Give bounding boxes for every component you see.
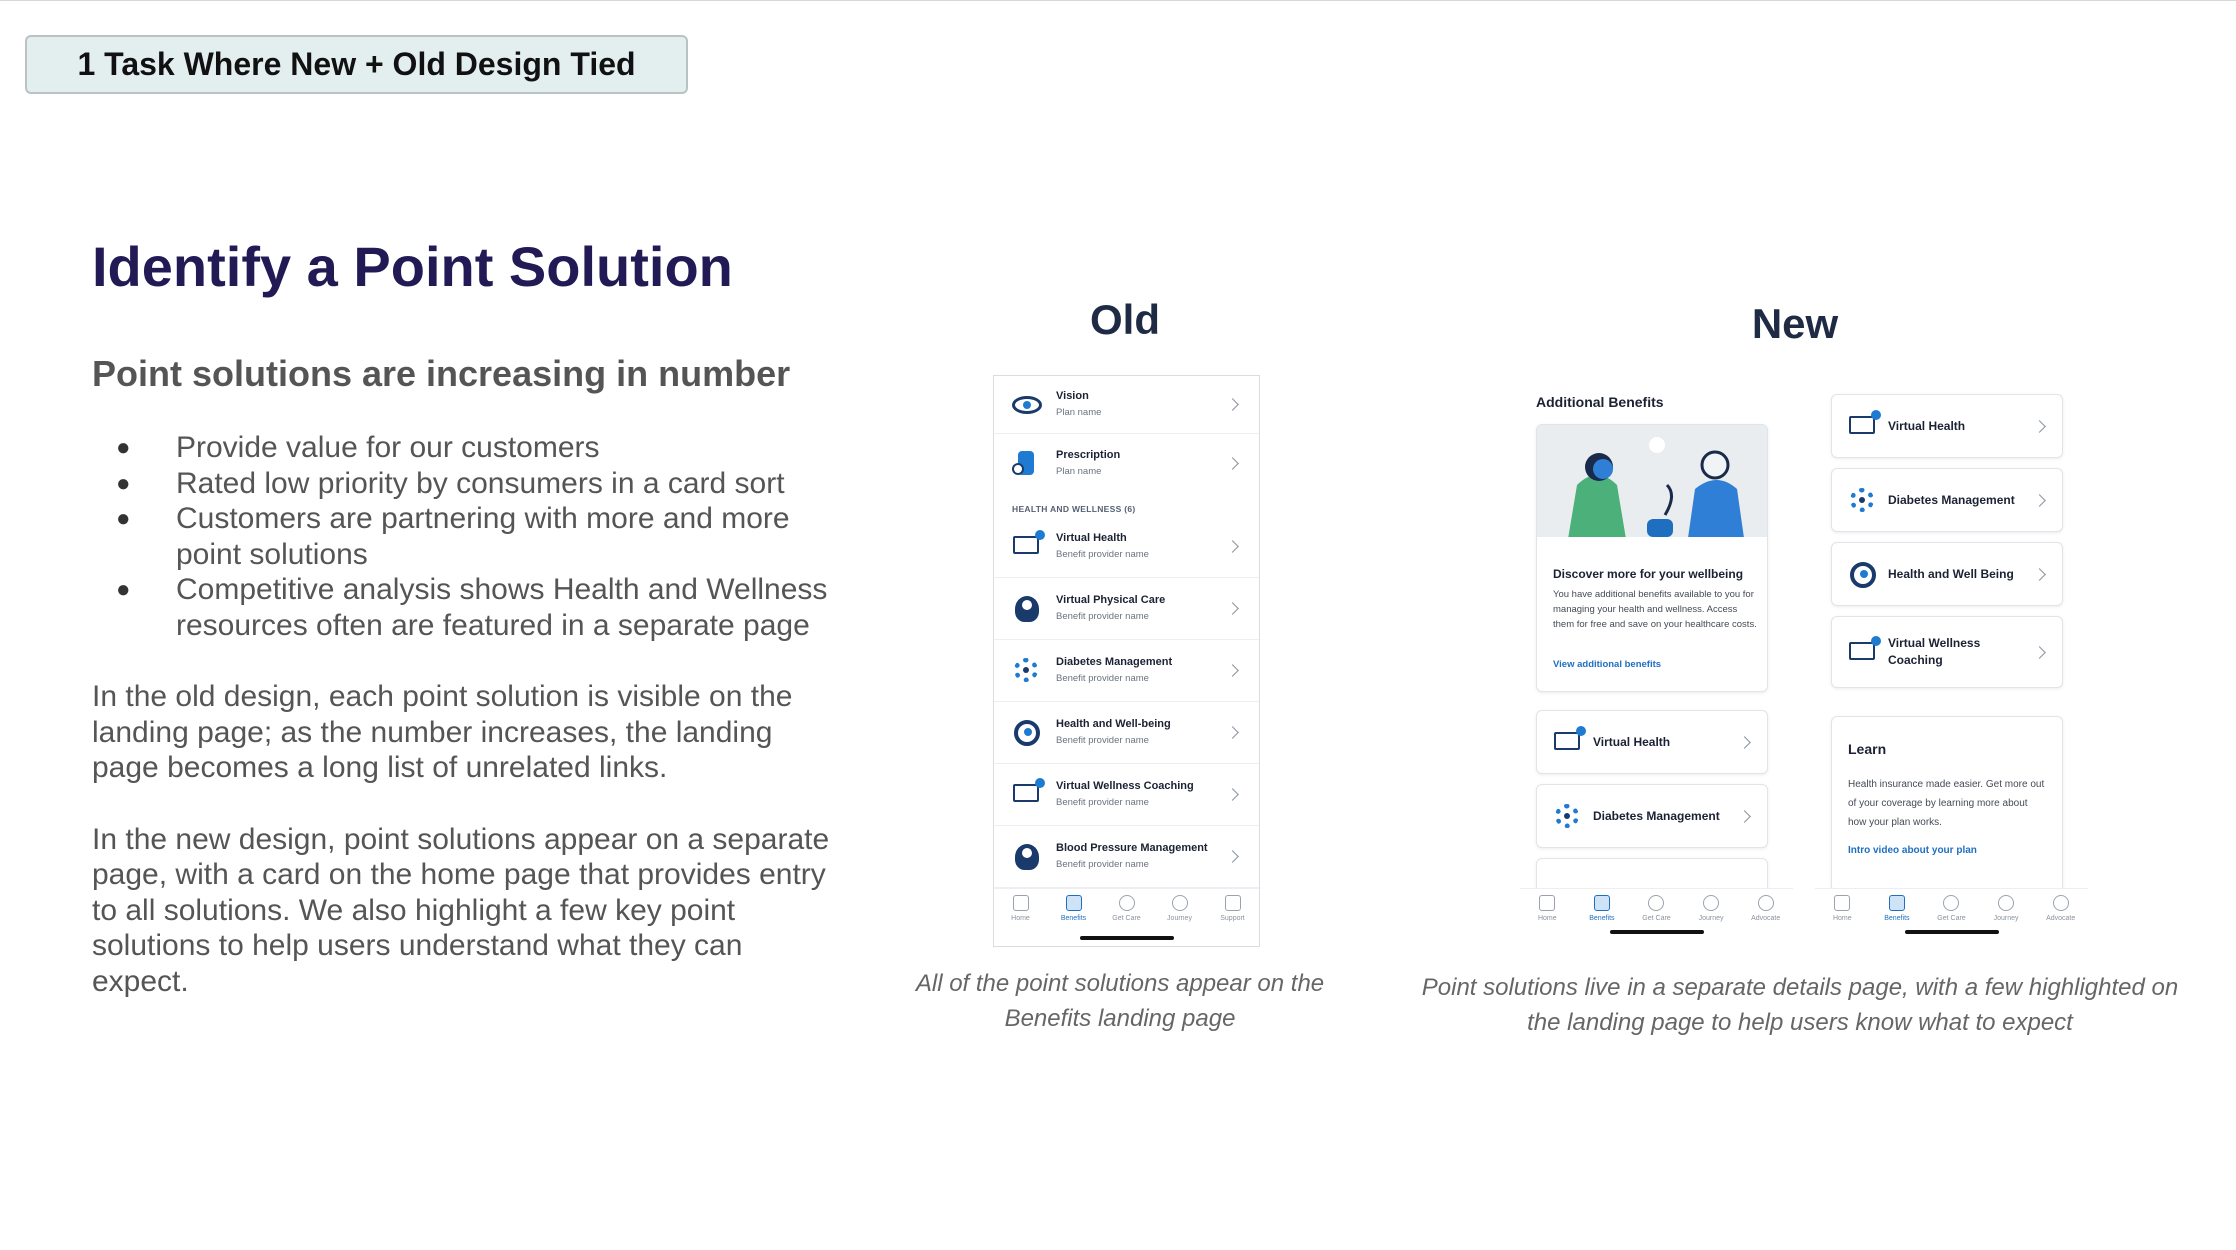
nav-label: Journey bbox=[1993, 915, 2019, 922]
heart-icon bbox=[1943, 895, 1959, 911]
card-label: Virtual Wellness Coaching bbox=[1888, 636, 1981, 667]
list-item[interactable] bbox=[994, 640, 1259, 702]
nav-journey[interactable] bbox=[1685, 895, 1737, 922]
bullet-item: ● Customers are partnering with more and more point solutions bbox=[92, 501, 832, 572]
nav-journey[interactable] bbox=[1980, 895, 2032, 922]
row-subtitle: Benefit provider name bbox=[1056, 611, 1149, 622]
view-benefits-link[interactable]: View additional benefits bbox=[1553, 659, 1662, 670]
page-title: Identify a Point Solution bbox=[92, 235, 733, 298]
check-circle-icon bbox=[1998, 895, 2014, 911]
pill-icon bbox=[1012, 448, 1042, 478]
row-title: Virtual Wellness Coaching bbox=[1056, 780, 1194, 792]
chevron-right-icon bbox=[1226, 540, 1239, 553]
card-label: Diabetes Management bbox=[1888, 492, 2015, 507]
person-icon bbox=[1012, 842, 1042, 872]
chevron-right-icon bbox=[2033, 646, 2046, 659]
chevron-right-icon bbox=[1738, 736, 1751, 749]
chevron-right-icon bbox=[1226, 726, 1239, 739]
nav-get-care[interactable] bbox=[1101, 895, 1153, 922]
result-tag: 1 Task Where New + Old Design Tied bbox=[25, 35, 688, 94]
list-item[interactable] bbox=[994, 434, 1259, 492]
gear-icon bbox=[1553, 802, 1581, 830]
chevron-right-icon bbox=[1738, 810, 1751, 823]
home-indicator bbox=[1080, 936, 1174, 940]
list-item[interactable] bbox=[994, 764, 1259, 826]
benefit-card[interactable] bbox=[1536, 784, 1768, 848]
list-item[interactable] bbox=[994, 826, 1259, 888]
row-title: Vision bbox=[1056, 390, 1089, 402]
screen-icon bbox=[1848, 638, 1876, 666]
bullet-list bbox=[92, 430, 832, 643]
row-subtitle: Plan name bbox=[1056, 465, 1102, 477]
nav-label: Journey bbox=[1698, 915, 1724, 922]
benefit-card[interactable] bbox=[1831, 616, 2063, 688]
section-subtitle: Point solutions are increasing in number bbox=[92, 353, 791, 394]
chevron-right-icon bbox=[1226, 664, 1239, 677]
card-title: Discover more for your wellbeing bbox=[1553, 567, 1744, 581]
nav-label: Benefits bbox=[1884, 915, 1910, 922]
row-title: Diabetes Management bbox=[1056, 656, 1173, 668]
nav-advocate[interactable] bbox=[1740, 895, 1792, 922]
gear-icon bbox=[1012, 656, 1042, 686]
home-indicator bbox=[1610, 930, 1704, 934]
nav-label: Home bbox=[1832, 915, 1852, 922]
chat-icon bbox=[1225, 895, 1241, 911]
benefits-icon bbox=[1594, 895, 1610, 911]
nav-label: Get Care bbox=[1937, 915, 1966, 922]
nav-label: Home bbox=[1011, 915, 1030, 922]
old-phone-screen bbox=[993, 375, 1260, 947]
page-label: Additional Benefits bbox=[1536, 394, 1664, 410]
old-heading: Old bbox=[1090, 296, 1160, 343]
nav-label: Advocate bbox=[1751, 915, 1781, 922]
gear-icon bbox=[1848, 486, 1876, 514]
left-column bbox=[92, 230, 832, 999]
benefit-card[interactable] bbox=[1831, 394, 2063, 458]
row-subtitle: Benefit provider name bbox=[1056, 549, 1149, 560]
illustration bbox=[1537, 425, 1767, 545]
nav-home[interactable] bbox=[995, 895, 1047, 922]
nav-label: Get Care bbox=[1112, 915, 1141, 922]
row-title: Virtual Physical Care bbox=[1056, 594, 1166, 606]
home-icon bbox=[1539, 895, 1555, 911]
card-label: Health and Well Being bbox=[1888, 566, 2014, 581]
row-subtitle: Benefit provider name bbox=[1056, 735, 1149, 746]
row-subtitle: Benefit provider name bbox=[1056, 859, 1149, 870]
chevron-right-icon bbox=[1226, 850, 1239, 863]
ring-icon bbox=[1012, 718, 1042, 748]
card-label: Virtual Health bbox=[1888, 418, 1966, 433]
new-caption: Point solutions live in a separate details page, with a few highlighted on the landing page to help users know what to expect bbox=[1421, 974, 2179, 1036]
benefit-card[interactable] bbox=[1831, 542, 2063, 606]
discover-card[interactable] bbox=[1536, 424, 1768, 692]
home-indicator bbox=[1905, 930, 1999, 934]
bullet-item: ● Provide value for our customers bbox=[92, 430, 832, 466]
section-label: HEALTH AND WELLNESS (6) bbox=[1012, 504, 1136, 514]
row-subtitle: Benefit provider name bbox=[1056, 797, 1149, 808]
ring-icon bbox=[1848, 560, 1876, 588]
chevron-right-icon bbox=[2033, 494, 2046, 507]
nav-journey[interactable] bbox=[1154, 895, 1206, 922]
learn-body: Health insurance made easier. Get more out of your coverage by learning more about how your plan works. bbox=[1848, 779, 2045, 828]
nav-advocate[interactable] bbox=[2035, 895, 2087, 922]
heart-icon bbox=[1648, 895, 1664, 911]
card-body: You have additional benefits available to you for managing your health and wellness. Access them for free and save on your healthcare costs. bbox=[1553, 589, 1757, 630]
new-heading: New bbox=[1751, 300, 1839, 347]
person-icon bbox=[2053, 895, 2069, 911]
benefits-icon bbox=[1066, 895, 1082, 911]
check-circle-icon bbox=[1703, 895, 1719, 911]
home-icon bbox=[1013, 895, 1029, 911]
list-item[interactable] bbox=[994, 516, 1259, 578]
nav-label: Advocate bbox=[2046, 915, 2076, 922]
person-icon bbox=[1758, 895, 1774, 911]
screen-icon bbox=[1848, 412, 1876, 440]
nav-get-care[interactable] bbox=[1925, 895, 1977, 922]
card-label: Diabetes Management bbox=[1593, 808, 1720, 823]
row-title: Prescription bbox=[1056, 448, 1121, 461]
benefits-icon bbox=[1889, 895, 1905, 911]
list-item[interactable] bbox=[994, 578, 1259, 640]
old-caption: All of the point solutions appear on the Benefits landing page bbox=[915, 970, 1325, 1032]
chevron-right-icon bbox=[1226, 788, 1239, 801]
nav-label: Benefits bbox=[1589, 915, 1615, 922]
nav-label: Benefits bbox=[1060, 915, 1087, 922]
new-details-screen bbox=[1815, 380, 2088, 940]
person-icon bbox=[1012, 594, 1042, 624]
new-landing-screen bbox=[1520, 380, 1793, 940]
learn-card bbox=[1831, 716, 2063, 892]
new-design-paragraph: In the new design, point solutions appear on a separate page, with a card on the home page that provides entry to all solutions. We also highlight a few key point solutions to help users understand what they can expect. bbox=[92, 822, 830, 998]
row-title: Health and Well-being bbox=[1056, 718, 1171, 730]
row-subtitle: Benefit provider name bbox=[1056, 673, 1149, 684]
learn-title: Learn bbox=[1848, 741, 1887, 757]
nav-get-care[interactable] bbox=[1630, 895, 1682, 922]
screen-icon bbox=[1012, 532, 1042, 562]
chevron-right-icon bbox=[2033, 568, 2046, 581]
nav-label: Journey bbox=[1167, 915, 1192, 922]
nav-benefits[interactable] bbox=[1048, 895, 1100, 922]
nav-label: Get Care bbox=[1642, 915, 1671, 922]
bullet-item: ● Rated low priority by consumers in a card sort bbox=[92, 466, 832, 502]
top-divider bbox=[0, 0, 2236, 1]
row-title: Virtual Health bbox=[1056, 532, 1127, 544]
nav-support[interactable] bbox=[1207, 895, 1259, 922]
nav-home[interactable] bbox=[1521, 895, 1573, 922]
chevron-right-icon bbox=[1226, 457, 1239, 470]
nav-benefits[interactable] bbox=[1576, 895, 1628, 922]
card-label: Virtual Health bbox=[1593, 734, 1671, 749]
check-circle-icon bbox=[1172, 895, 1188, 911]
chevron-right-icon bbox=[1226, 602, 1239, 615]
row-title: Blood Pressure Management bbox=[1056, 842, 1208, 854]
old-design-paragraph: In the old design, each point solution is visible on the landing page; as the number increases, the landing page becomes a long list of unrelated links. bbox=[92, 680, 793, 784]
screen-icon bbox=[1553, 728, 1581, 756]
nav-label: Home bbox=[1537, 915, 1557, 922]
home-icon bbox=[1834, 895, 1850, 911]
chevron-right-icon bbox=[2033, 420, 2046, 433]
benefit-card[interactable] bbox=[1831, 468, 2063, 532]
intro-video-link[interactable]: Intro video about your plan bbox=[1848, 845, 1977, 856]
nav-label: Support bbox=[1220, 915, 1245, 922]
list-item[interactable] bbox=[994, 702, 1259, 764]
benefit-card[interactable] bbox=[1536, 710, 1768, 774]
eye-icon bbox=[1012, 390, 1042, 420]
screen-icon bbox=[1012, 780, 1042, 810]
row-subtitle: Plan name bbox=[1056, 407, 1102, 418]
nav-home[interactable] bbox=[1816, 895, 1868, 922]
nav-benefits[interactable] bbox=[1871, 895, 1923, 922]
list-item[interactable] bbox=[994, 376, 1259, 434]
bullet-item: ● Competitive analysis shows Health and Wellness resources often are featured in a separate page bbox=[92, 572, 832, 643]
chevron-right-icon bbox=[1226, 398, 1239, 411]
heart-icon bbox=[1119, 895, 1135, 911]
